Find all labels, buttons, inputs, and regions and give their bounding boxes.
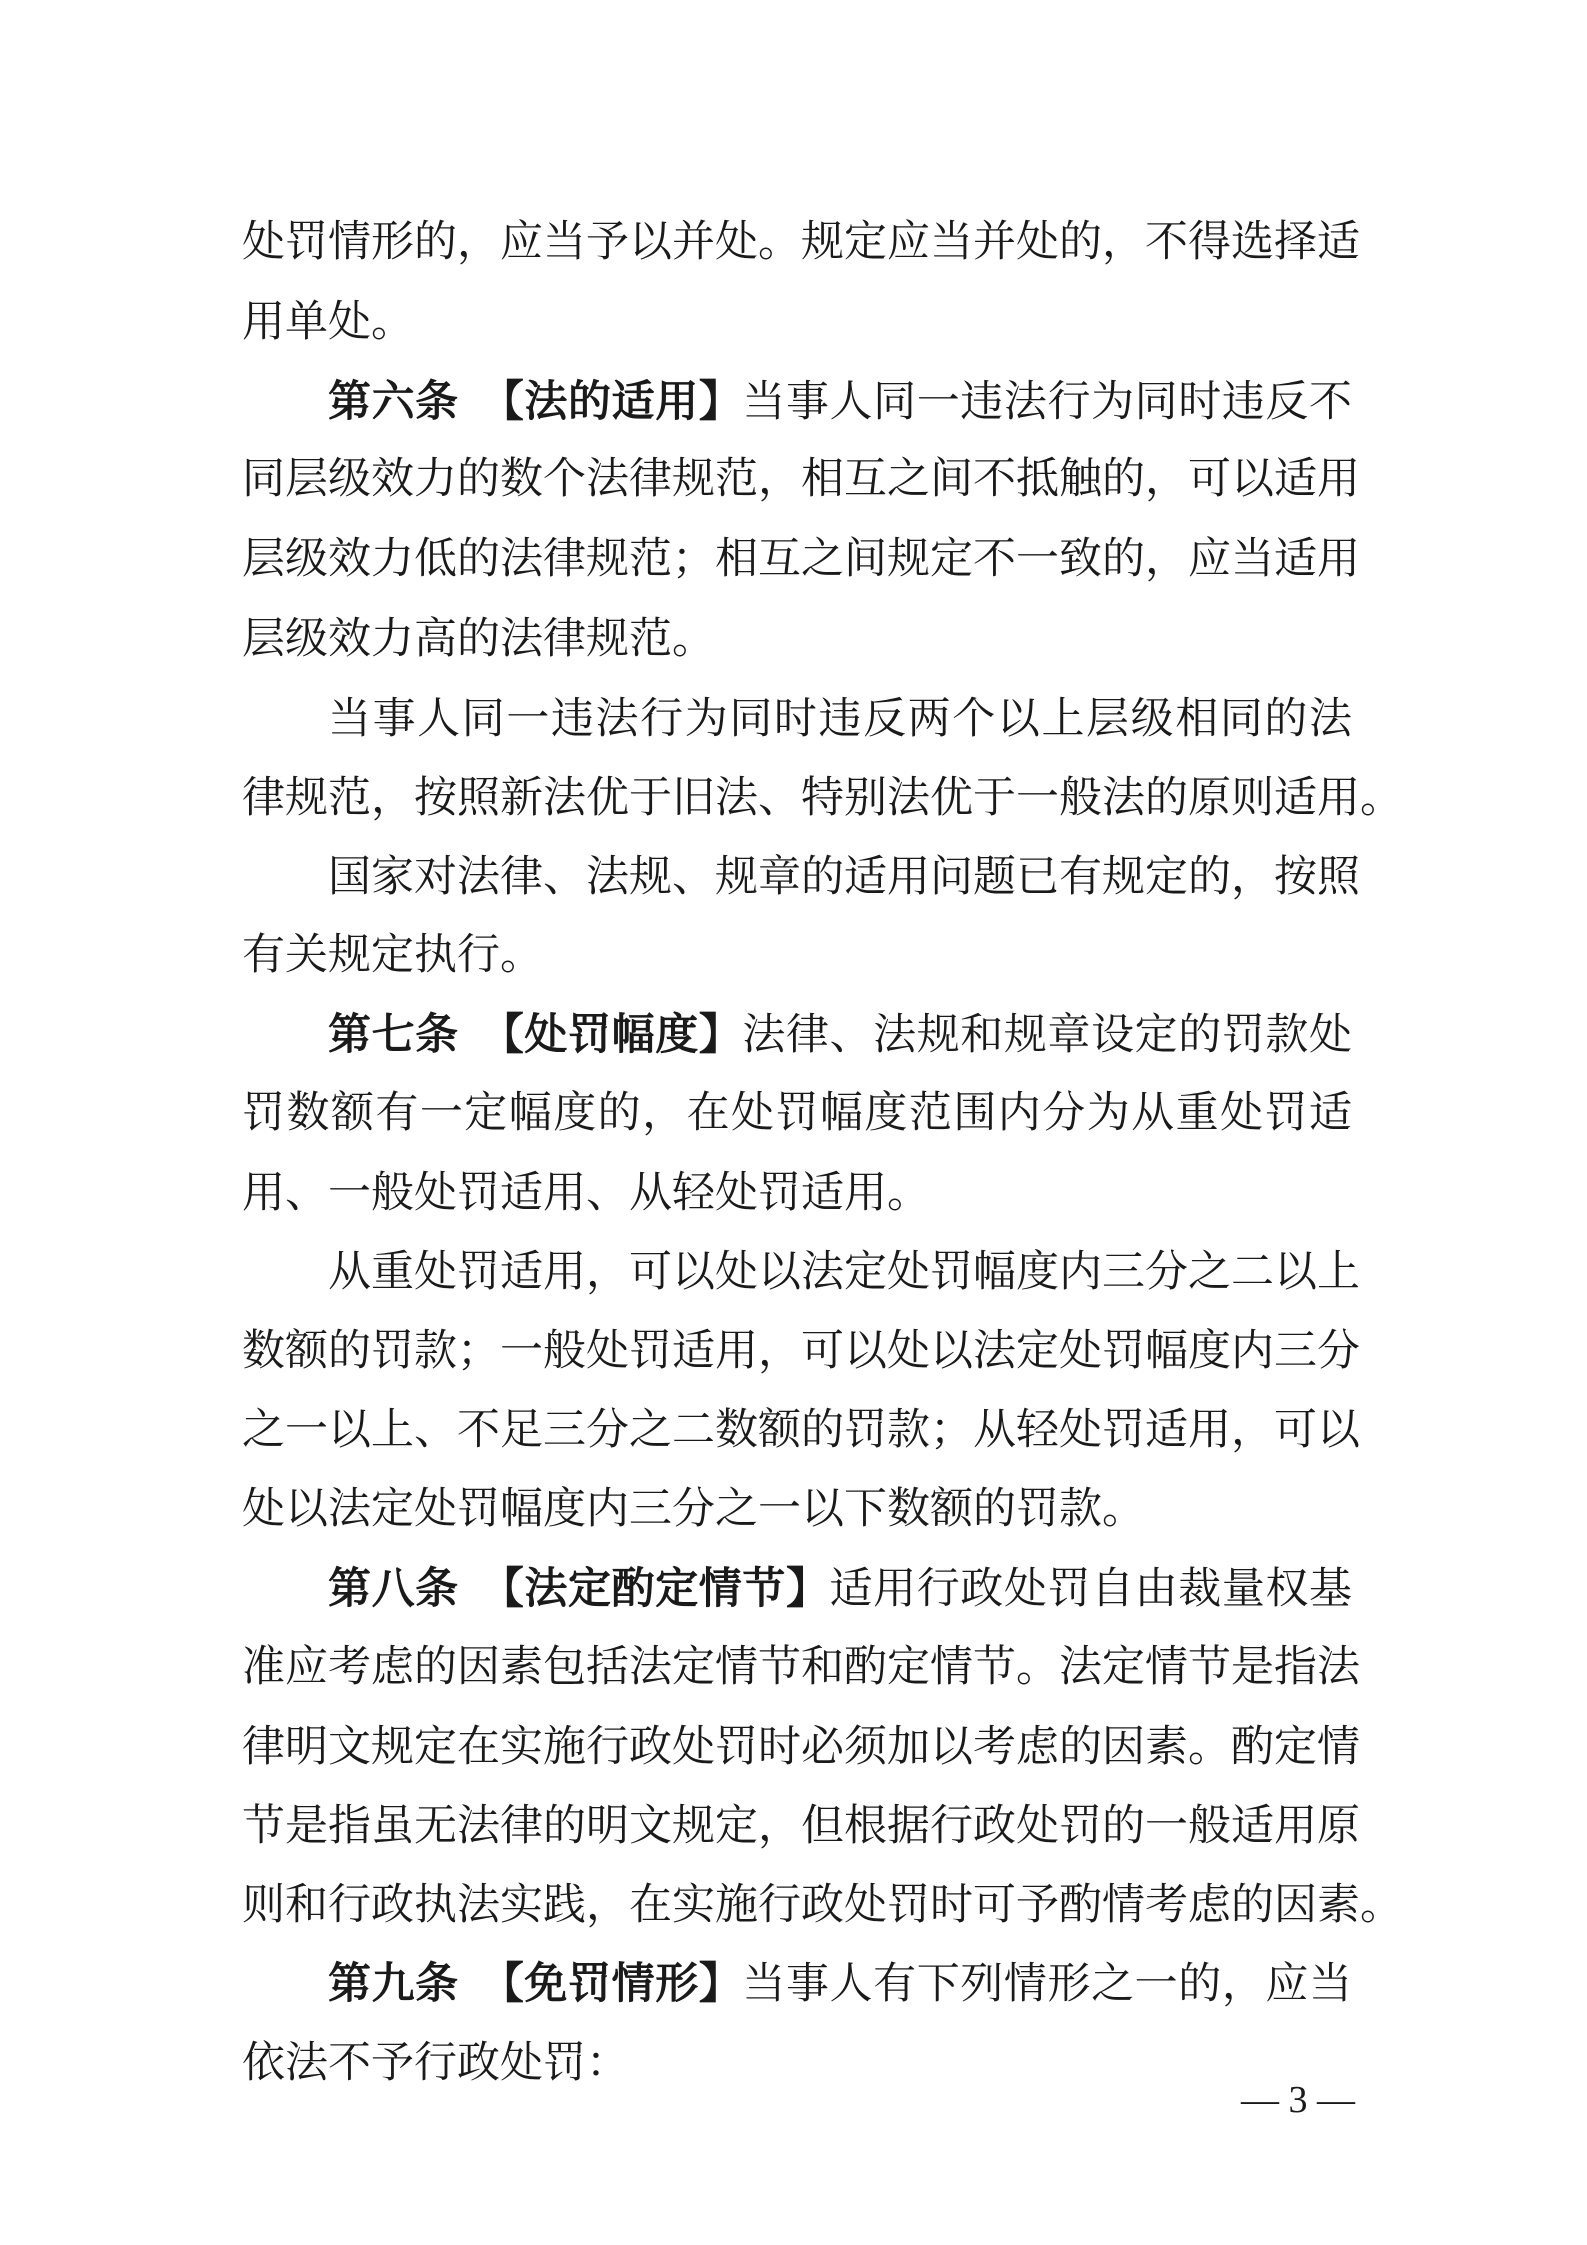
article-8-heading: 第八条 【法定酌定情节】 [328,1564,830,1614]
article-6-text: 当事人同一违法行为同时违反不 [742,377,1353,427]
paragraph-line: 准应考虑的因素包括法定情节和酌定情节。法定情节是指法 [242,1642,1360,1692]
paragraph-line: 罚数额有一定幅度的，在处罚幅度范围内分为从重处罚适 [242,1088,1352,1138]
article-7-heading: 第七条 【处罚幅度】 [328,1010,743,1060]
paragraph-line: 同层级效力的数个法律规范，相互之间不抵触的，可以适用 [242,454,1360,504]
paragraph-line: 从重处罚适用，可以处以法定处罚幅度内三分之二以上 [328,1247,1360,1297]
paragraph-line: 层级效力高的法律规范。 [242,614,715,664]
paragraph-line: 依法不予行政处罚： [242,2038,629,2088]
article-6-line [328,370,1352,434]
paragraph-line: 用单处。 [242,297,414,347]
paragraph-line: 节是指虽无法律的明文规定，但根据行政处罚的一般适用原 [242,1801,1360,1851]
paragraph-line: 处罚情形的，应当予以并处。规定应当并处的，不得选择适 [242,217,1360,267]
article-8-text: 适用行政处罚自由裁量权基 [829,1564,1353,1614]
article-8-line [328,1557,1352,1621]
article-9-text: 当事人有下列情形之一的，应当 [742,1959,1353,2009]
article-9-heading: 第九条 【免罚情形】 [328,1959,743,2009]
article-9-line [328,1952,1352,2016]
paragraph-line: 数额的罚款；一般处罚适用，可以处以法定处罚幅度内三分 [242,1326,1360,1376]
paragraph-line: 用、一般处罚适用、从轻处罚适用。 [242,1168,930,1218]
paragraph-line: 层级效力低的法律规范；相互之间规定不一致的，应当适用 [242,534,1360,584]
article-7-line [328,1003,1352,1067]
paragraph-line: 当事人同一违法行为同时违反两个以上层级相同的法 [328,694,1352,744]
article-7-text: 法律、法规和规章设定的罚款处 [742,1010,1353,1060]
page-number: — 3 — [1241,2079,1355,2121]
paragraph-line: 国家对法律、法规、规章的适用问题已有规定的，按照 [328,852,1360,902]
paragraph-line: 律明文规定在实施行政处罚时必须加以考虑的因素。酌定情 [242,1722,1360,1772]
paragraph-line: 处以法定处罚幅度内三分之一以下数额的罚款。 [242,1484,1145,1534]
paragraph-line: 有关规定执行。 [242,930,543,980]
paragraph-line: 之一以上、不足三分之二数额的罚款；从轻处罚适用，可以 [242,1405,1360,1455]
paragraph-line: 律规范，按照新法优于旧法、特别法优于一般法的原则适用。 [242,773,1403,823]
article-6-heading: 第六条 【法的适用】 [328,377,743,427]
paragraph-line: 则和行政执法实践，在实施行政处罚时可予酌情考虑的因素。 [242,1880,1403,1930]
